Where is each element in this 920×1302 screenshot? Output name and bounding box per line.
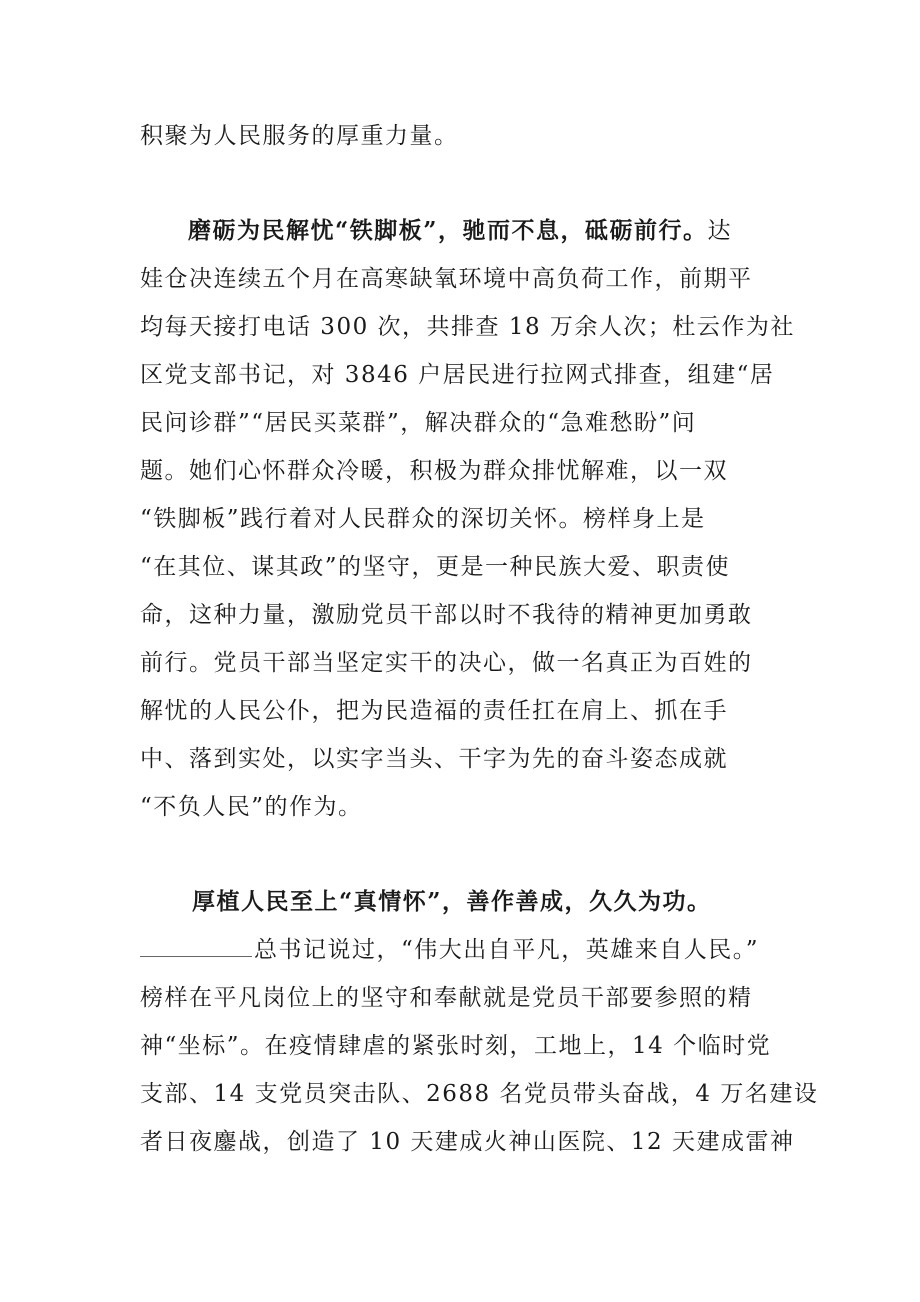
paragraph-heading: 磨砺为民解忧“铁脚板”，驰而不息，砥砺前行。 — [188, 217, 708, 244]
text-line: 娃仓决连续五个月在高寒缺氧环境中高负荷工作，前期平 — [140, 266, 753, 292]
blank-underline — [140, 936, 252, 957]
text-line: 神“坐标”。在疫情肆虐的紧张时刻，工地上，14 个临时党 — [140, 1033, 772, 1059]
paragraph-heading: 厚植人民至上“真情怀”，善作善成，久久为功。 — [192, 888, 712, 915]
text-line: “铁脚板”践行着对人民群众的深切关怀。榜样身上是 — [140, 506, 706, 532]
text-line: 积聚为人民服务的厚重力量。 — [140, 123, 459, 149]
text-line: “不负人民”的作为。 — [140, 794, 363, 820]
text-line: 区党支部书记，对 3846 户居民进行拉网式排查，组建“居 — [140, 362, 775, 388]
heading-tail-text: 达 — [707, 218, 732, 244]
blank-line-text: 总书记说过，“伟大出自平凡，英雄来自人民。” — [254, 937, 760, 963]
text-line: 均每天接打电话 300 次，共排查 18 万余人次；杜云作为社 — [140, 314, 795, 340]
text-line: 中、落到实处，以实字当头、干字为先的奋斗姿态成就 — [140, 746, 728, 772]
text-line: 者日夜鏖战，创造了 10 天建成火神山医院、12 天建成雷神 — [140, 1129, 795, 1155]
text-line: 榜样在平凡岗位上的坚守和奉献就是党员干部要参照的精 — [140, 985, 753, 1011]
text-line: 题。她们心怀群众冷暖，积极为群众排忧解难，以一双 — [140, 458, 728, 484]
paragraph-heading-line — [188, 216, 732, 246]
text-line: 命，这种力量，激励党员干部以时不我待的精神更加勇敢 — [140, 602, 753, 628]
text-line: “在其位、谋其政”的坚守，更是一种民族大爱、职责使 — [140, 554, 731, 580]
text-line-with-blank — [140, 935, 759, 965]
text-line: 解忧的人民公仆，把为民造福的责任扛在肩上、抓在手 — [140, 698, 728, 724]
text-line: 前行。党员干部当坚定实干的决心，做一名真正为百姓的 — [140, 650, 753, 676]
text-line: 支部、14 支党员突击队、2688 名党员带头奋战，4 万名建设 — [140, 1081, 819, 1107]
text-line: 民问诊群”“居民买菜群”，解决群众的“急难愁盼”问 — [140, 410, 697, 436]
